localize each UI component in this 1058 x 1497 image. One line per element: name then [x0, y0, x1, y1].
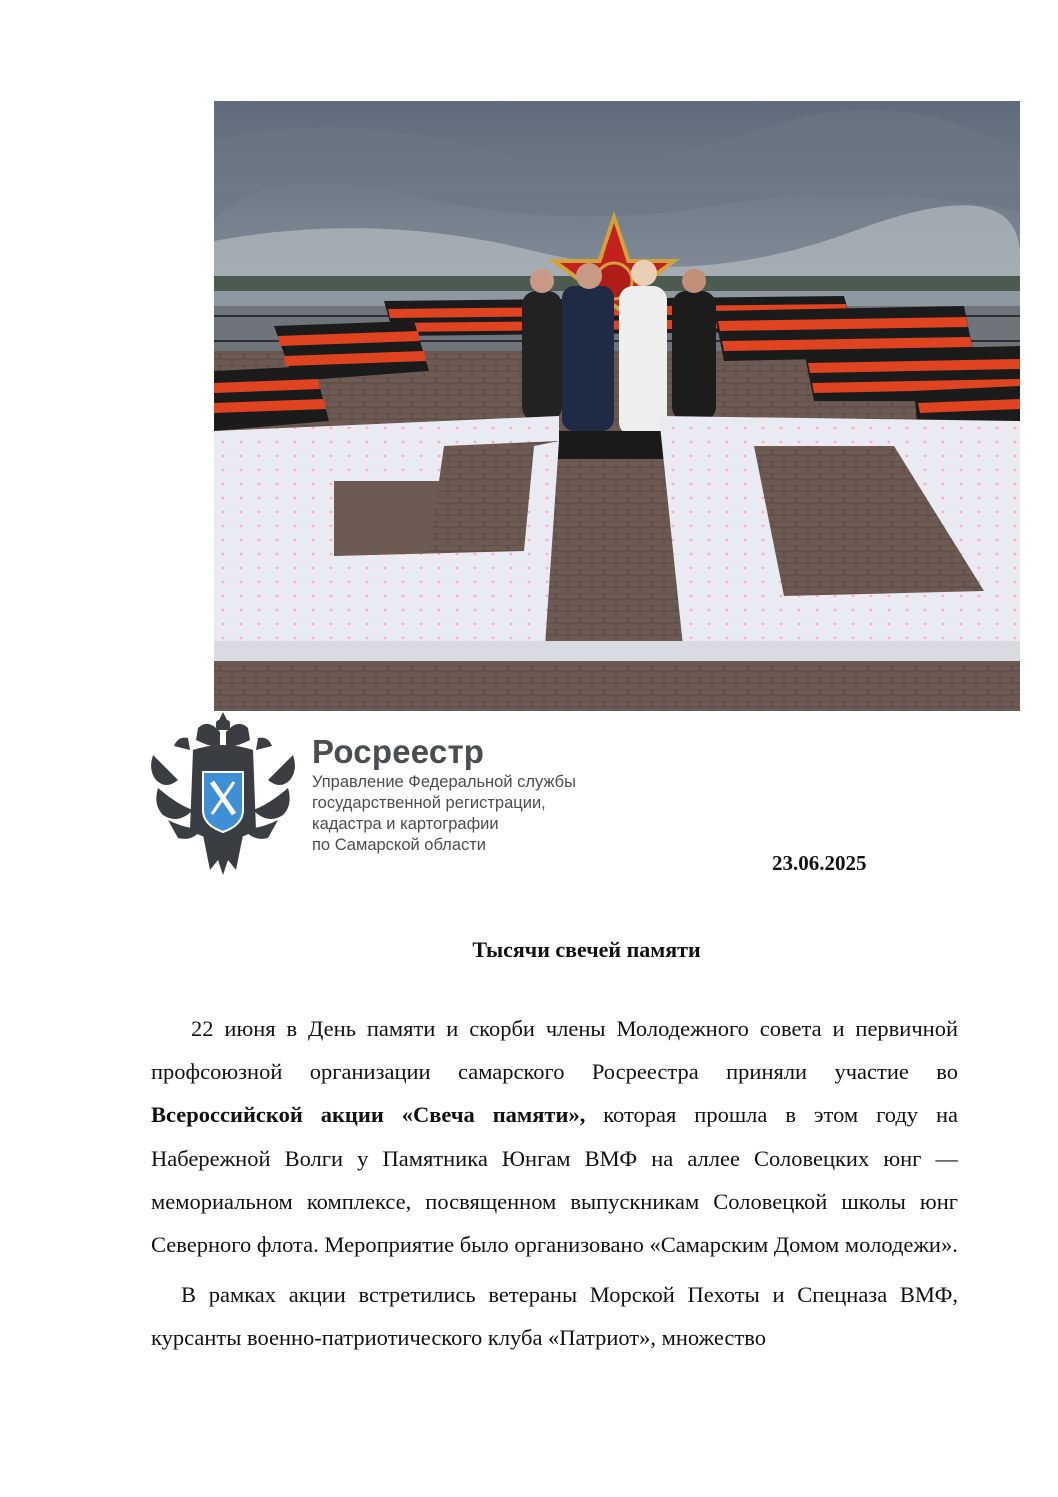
- article-title-row: [0, 937, 1058, 963]
- article-body: [151, 1007, 958, 1360]
- rosreestr-logo: [148, 710, 298, 875]
- org-line-1: Управление Федеральной службы: [312, 773, 576, 791]
- org-line-3: кадастра и картографии: [312, 815, 499, 833]
- org-line-2: государственной регистрации,: [312, 794, 546, 812]
- p1-bold: Всероссийской акции «Свеча памяти»,: [151, 1102, 586, 1128]
- document-date: 23.06.2025: [772, 851, 867, 875]
- memorial-photo-icon: [214, 101, 1020, 711]
- event-photo: [214, 101, 1020, 711]
- p1-start: 22 июня в День памяти и скорби члены Молодежного совета и первичной профсоюзной организации самарского Росреестра приняли участие во: [151, 1016, 958, 1085]
- paragraph-2: В рамках акции встретились ветераны Морской Пехоты и Спецназа ВМФ, курсанты военно-патриотического клуба «Патриот», множество: [151, 1282, 958, 1351]
- organization-block: [312, 732, 576, 856]
- org-line-4: по Самарской области: [312, 836, 487, 854]
- p1-end: которая прошла в этом году на Набережной Волги у Памятника Юнгам ВМФ на аллее Соловецких юнг — мемориальном комплексе, посвященном выпускникам Соловецкой школы юнг Северного флота. Мероприятие было организовано «Самарским Домом молодежи».: [151, 1102, 958, 1258]
- org-name: Росреестр: [312, 733, 485, 770]
- paragraph-1: [151, 1007, 958, 1266]
- double-headed-eagle-icon: [148, 710, 298, 875]
- article-title: Тысячи свечей памяти: [472, 937, 701, 962]
